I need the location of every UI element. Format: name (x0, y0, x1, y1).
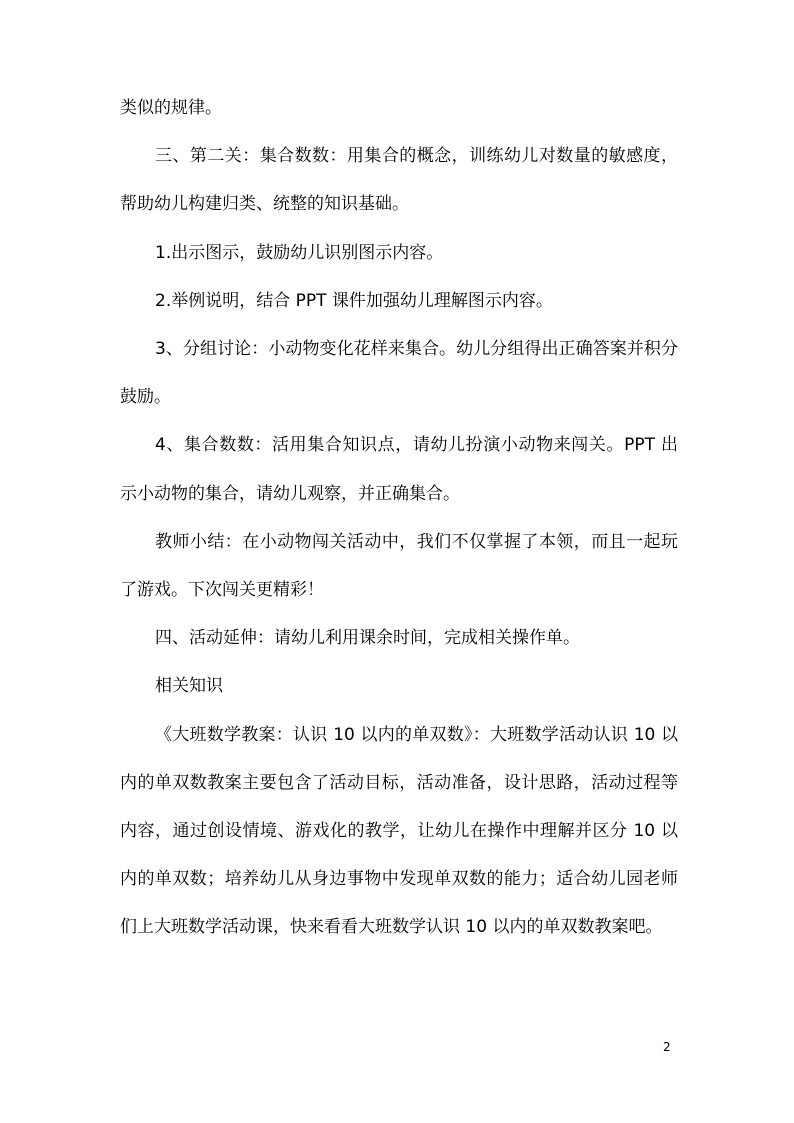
paragraph-step-1: 1.出示图示，鼓励幼儿识别图示内容。 (155, 242, 444, 263)
paragraph-related-heading: 相关知识 (155, 676, 223, 697)
paragraph-continuation: 类似的规律。 (120, 98, 222, 118)
paragraph-related-content: 《大班数学教案：认识 10 以内的单双数》：大班数学活动认识 10 以内的单双数教案主要包含了活动目标，活动准备，设计思路，活动过程等内容，通过创设情境、游戏化的教学，让幼儿在操作中理解并区分 10 以内的单双数；培养幼儿从身边事物中发现单双数的能力；适合幼儿园老师们上大班数学活动课，快来看看大班数学认识 10 以内的单双数教案吧。 (120, 724, 678, 938)
paragraph-step-2: 2.举例说明，结合 PPT 课件加强幼儿理解图示内容。 (155, 290, 553, 311)
page-number: 2 (663, 1040, 671, 1054)
paragraph-section-four: 四、活动延伸：请幼儿利用课余时间，完成相关操作单。 (155, 628, 580, 649)
paragraph-step-4: 4、集合数数：活用集合知识点，请幼儿扮演小动物来闯关。PPT 出示小动物的集合，请幼儿观察，并正确集合。 (120, 435, 678, 504)
paragraph-section-three: 三、第二关：集合数数：用集合的概念，训练幼儿对数量的敏感度，帮助幼儿构建归类、统整的知识基础。 (120, 146, 678, 215)
paragraph-step-3: 3、分组讨论：小动物变化花样来集合。幼儿分组得出正确答案并积分鼓励。 (120, 339, 678, 408)
document-body (120, 84, 678, 952)
paragraph-teacher-summary: 教师小结：在小动物闯关活动中，我们不仅掌握了本领，而且一起玩了游戏。下次闯关更精彩！ (120, 531, 678, 601)
